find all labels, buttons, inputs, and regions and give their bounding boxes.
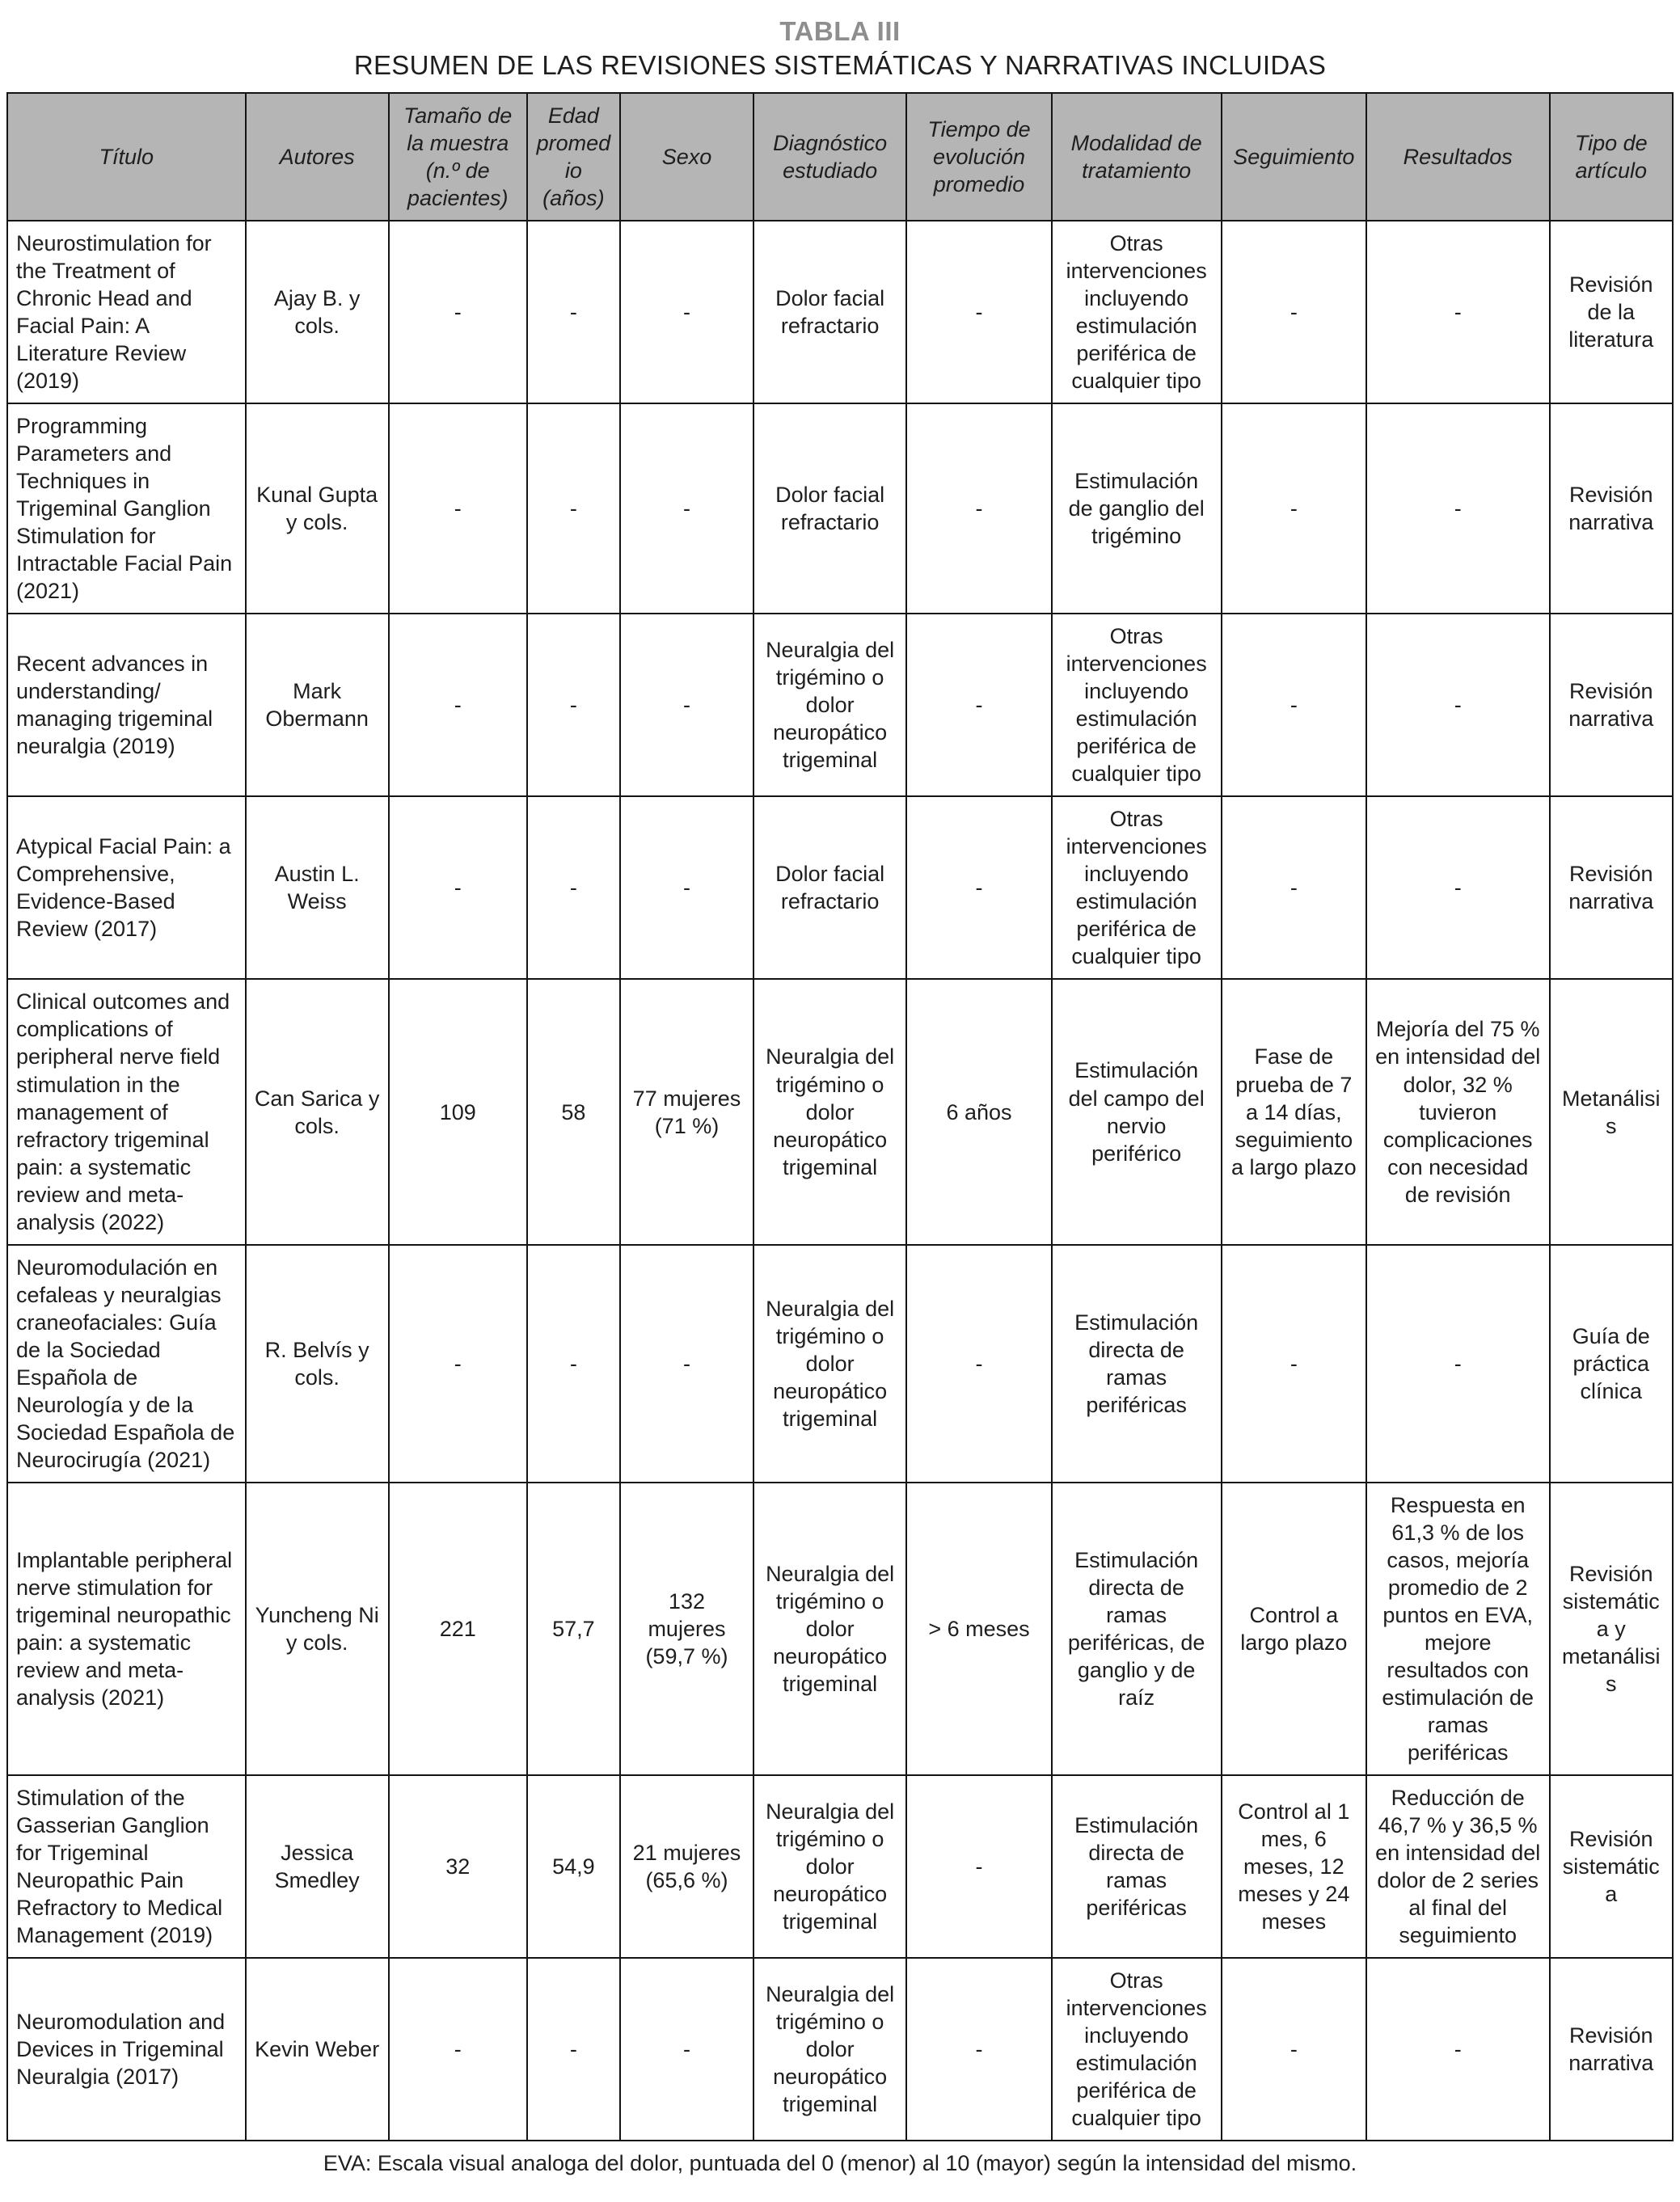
cell-resultados: - bbox=[1366, 1245, 1550, 1483]
cell-autores: Can Sarica y cols. bbox=[246, 979, 389, 1244]
cell-seguimiento: - bbox=[1222, 1245, 1366, 1483]
cell-tiempo: - bbox=[906, 614, 1051, 796]
cell-resultados: - bbox=[1366, 1958, 1550, 2141]
cell-tiempo: - bbox=[906, 221, 1051, 403]
cell-resultados: Respuesta en 61,3 % de los casos, mejoría promedio de 2 puntos en EVA, mejore resultados con estimulación de ramas periféricas bbox=[1366, 1483, 1550, 1775]
cell-seguimiento: - bbox=[1222, 796, 1366, 979]
cell-modalidad: Otras intervenciones incluyendo estimulación periférica de cualquier tipo bbox=[1052, 1958, 1222, 2141]
cell-seguimiento: Control a largo plazo bbox=[1222, 1483, 1366, 1775]
cell-tiempo: 6 años bbox=[906, 979, 1051, 1244]
column-header-autores: Autores bbox=[246, 93, 389, 221]
column-header-resultados: Resultados bbox=[1366, 93, 1550, 221]
cell-edad: - bbox=[527, 221, 620, 403]
cell-seguimiento: Fase de prueba de 7 a 14 días, seguimiento a largo plazo bbox=[1222, 979, 1366, 1244]
cell-tiempo: - bbox=[906, 1958, 1051, 2141]
cell-modalidad: Estimulación directa de ramas periféricas bbox=[1052, 1775, 1222, 1958]
cell-autores: Mark Obermann bbox=[246, 614, 389, 796]
column-header-titulo: Título bbox=[7, 93, 246, 221]
cell-modalidad: Otras intervenciones incluyendo estimulación periférica de cualquier tipo bbox=[1052, 221, 1222, 403]
cell-titulo: Recent advances in understanding/ managing trigeminal neuralgia (2019) bbox=[7, 614, 246, 796]
cell-tiempo: - bbox=[906, 403, 1051, 614]
table-row bbox=[7, 979, 1673, 1244]
cell-tipo: Revisión sistemática bbox=[1550, 1775, 1673, 1958]
cell-edad: 57,7 bbox=[527, 1483, 620, 1775]
cell-sexo: - bbox=[620, 221, 753, 403]
cell-seguimiento: - bbox=[1222, 221, 1366, 403]
cell-seguimiento: - bbox=[1222, 614, 1366, 796]
cell-muestra: - bbox=[389, 403, 527, 614]
cell-tiempo: > 6 meses bbox=[906, 1483, 1051, 1775]
cell-tipo: Metanálisis bbox=[1550, 979, 1673, 1244]
cell-tipo: Revisión narrativa bbox=[1550, 403, 1673, 614]
cell-muestra: - bbox=[389, 221, 527, 403]
cell-diagnostico: Neuralgia del trigémino o dolor neuropático trigeminal bbox=[753, 979, 907, 1244]
cell-diagnostico: Dolor facial refractario bbox=[753, 403, 907, 614]
cell-resultados: - bbox=[1366, 221, 1550, 403]
cell-diagnostico: Neuralgia del trigémino o dolor neuropático trigeminal bbox=[753, 1483, 907, 1775]
table-row bbox=[7, 1775, 1673, 1958]
cell-muestra: 32 bbox=[389, 1775, 527, 1958]
table-header bbox=[7, 93, 1673, 221]
cell-autores: Yuncheng Ni y cols. bbox=[246, 1483, 389, 1775]
cell-modalidad: Otras intervenciones incluyendo estimulación periférica de cualquier tipo bbox=[1052, 796, 1222, 979]
column-header-diagnostico: Diagnóstico estudiado bbox=[753, 93, 907, 221]
cell-titulo: Programming Parameters and Techniques in Trigeminal Ganglion Stimulation for Intractable Facial Pain (2021) bbox=[7, 403, 246, 614]
column-header-sexo: Sexo bbox=[620, 93, 753, 221]
cell-autores: R. Belvís y cols. bbox=[246, 1245, 389, 1483]
cell-edad: 54,9 bbox=[527, 1775, 620, 1958]
table-row bbox=[7, 614, 1673, 796]
cell-sexo: 21 mujeres (65,6 %) bbox=[620, 1775, 753, 1958]
reviews-summary-table bbox=[6, 92, 1674, 2141]
cell-tipo: Revisión narrativa bbox=[1550, 796, 1673, 979]
cell-tipo: Guía de práctica clínica bbox=[1550, 1245, 1673, 1483]
cell-autores: Kevin Weber bbox=[246, 1958, 389, 2141]
cell-autores: Jessica Smedley bbox=[246, 1775, 389, 1958]
cell-diagnostico: Dolor facial refractario bbox=[753, 221, 907, 403]
cell-diagnostico: Neuralgia del trigémino o dolor neuropático trigeminal bbox=[753, 1245, 907, 1483]
cell-diagnostico: Dolor facial refractario bbox=[753, 796, 907, 979]
cell-seguimiento: - bbox=[1222, 1958, 1366, 2141]
cell-resultados: Reducción de 46,7 % y 36,5 % en intensidad del dolor de 2 series al final del seguimiento bbox=[1366, 1775, 1550, 1958]
cell-seguimiento: - bbox=[1222, 403, 1366, 614]
table-row bbox=[7, 796, 1673, 979]
column-header-tiempo: Tiempo de evolución promedio bbox=[906, 93, 1051, 221]
cell-sexo: - bbox=[620, 1958, 753, 2141]
cell-titulo: Stimulation of the Gasserian Ganglion for Trigeminal Neuropathic Pain Refractory to Medical Management (2019) bbox=[7, 1775, 246, 1958]
cell-sexo: - bbox=[620, 1245, 753, 1483]
table-row bbox=[7, 221, 1673, 403]
table-row bbox=[7, 1958, 1673, 2141]
column-header-tipo: Tipo de artículo bbox=[1550, 93, 1673, 221]
cell-muestra: 109 bbox=[389, 979, 527, 1244]
cell-sexo: 77 mujeres (71 %) bbox=[620, 979, 753, 1244]
cell-tiempo: - bbox=[906, 1245, 1051, 1483]
cell-tiempo: - bbox=[906, 1775, 1051, 1958]
cell-edad: - bbox=[527, 1245, 620, 1483]
cell-sexo: - bbox=[620, 614, 753, 796]
cell-muestra: 221 bbox=[389, 1483, 527, 1775]
cell-modalidad: Estimulación directa de ramas periféricas bbox=[1052, 1245, 1222, 1483]
table-footnote: EVA: Escala visual analoga del dolor, puntuada del 0 (menor) al 10 (mayor) según la intensidad del mismo. bbox=[323, 2151, 1357, 2176]
column-header-edad: Edad promedio (años) bbox=[527, 93, 620, 221]
cell-titulo: Neurostimulation for the Treatment of Chronic Head and Facial Pain: A Literature Review (2019) bbox=[7, 221, 246, 403]
cell-sexo: - bbox=[620, 403, 753, 614]
cell-tipo: Revisión de la literatura bbox=[1550, 221, 1673, 403]
cell-seguimiento: Control al 1 mes, 6 meses, 12 meses y 24 meses bbox=[1222, 1775, 1366, 1958]
cell-muestra: - bbox=[389, 1958, 527, 2141]
cell-sexo: - bbox=[620, 796, 753, 979]
cell-edad: - bbox=[527, 1958, 620, 2141]
cell-tipo: Revisión narrativa bbox=[1550, 1958, 1673, 2141]
cell-resultados: - bbox=[1366, 796, 1550, 979]
cell-titulo: Clinical outcomes and complications of peripheral nerve field stimulation in the management of refractory trigeminal pain: a systematic review and meta-analysis (2022) bbox=[7, 979, 246, 1244]
table-row bbox=[7, 1483, 1673, 1775]
cell-modalidad: Estimulación del campo del nervio periférico bbox=[1052, 979, 1222, 1244]
table-body bbox=[7, 221, 1673, 2141]
cell-tiempo: - bbox=[906, 796, 1051, 979]
column-header-seguimiento: Seguimiento bbox=[1222, 93, 1366, 221]
cell-modalidad: Estimulación de ganglio del trigémino bbox=[1052, 403, 1222, 614]
cell-titulo: Neuromodulation and Devices in Trigeminal Neuralgia (2017) bbox=[7, 1958, 246, 2141]
cell-edad: - bbox=[527, 614, 620, 796]
title-block bbox=[6, 16, 1674, 81]
cell-tipo: Revisión sistemática y metanálisis bbox=[1550, 1483, 1673, 1775]
cell-resultados: - bbox=[1366, 614, 1550, 796]
cell-resultados: Mejoría del 75 % en intensidad del dolor, 32 % tuvieron complicaciones con necesidad de revisión bbox=[1366, 979, 1550, 1244]
table-row bbox=[7, 403, 1673, 614]
cell-titulo: Atypical Facial Pain: a Comprehensive, Evidence-Based Review (2017) bbox=[7, 796, 246, 979]
cell-muestra: - bbox=[389, 796, 527, 979]
header-row bbox=[7, 93, 1673, 221]
cell-modalidad: Otras intervenciones incluyendo estimulación periférica de cualquier tipo bbox=[1052, 614, 1222, 796]
cell-tipo: Revisión narrativa bbox=[1550, 614, 1673, 796]
cell-diagnostico: Neuralgia del trigémino o dolor neuropático trigeminal bbox=[753, 614, 907, 796]
cell-diagnostico: Neuralgia del trigémino o dolor neuropático trigeminal bbox=[753, 1775, 907, 1958]
cell-autores: Ajay B. y cols. bbox=[246, 221, 389, 403]
cell-titulo: Implantable peripheral nerve stimulation for trigeminal neuropathic pain: a systematic review and meta-analysis (2021) bbox=[7, 1483, 246, 1775]
cell-autores: Austin L. Weiss bbox=[246, 796, 389, 979]
cell-edad: 58 bbox=[527, 979, 620, 1244]
table-title: TABLA III bbox=[779, 16, 901, 46]
cell-resultados: - bbox=[1366, 403, 1550, 614]
cell-modalidad: Estimulación directa de ramas periféricas, de ganglio y de raíz bbox=[1052, 1483, 1222, 1775]
column-header-modalidad: Modalidad de tratamiento bbox=[1052, 93, 1222, 221]
cell-edad: - bbox=[527, 796, 620, 979]
cell-autores: Kunal Gupta y cols. bbox=[246, 403, 389, 614]
table-row bbox=[7, 1245, 1673, 1483]
cell-muestra: - bbox=[389, 1245, 527, 1483]
cell-edad: - bbox=[527, 403, 620, 614]
cell-muestra: - bbox=[389, 614, 527, 796]
cell-diagnostico: Neuralgia del trigémino o dolor neuropático trigeminal bbox=[753, 1958, 907, 2141]
table-subtitle: RESUMEN DE LAS REVISIONES SISTEMÁTICAS Y NARRATIVAS INCLUIDAS bbox=[353, 50, 1327, 80]
column-header-muestra: Tamaño de la muestra (n.º de pacientes) bbox=[389, 93, 527, 221]
cell-sexo: 132 mujeres (59,7 %) bbox=[620, 1483, 753, 1775]
cell-titulo: Neuromodulación en cefaleas y neuralgias craneofaciales: Guía de la Sociedad Española de Neurología y de la Sociedad Española de Neurocirugía (2021) bbox=[7, 1245, 246, 1483]
